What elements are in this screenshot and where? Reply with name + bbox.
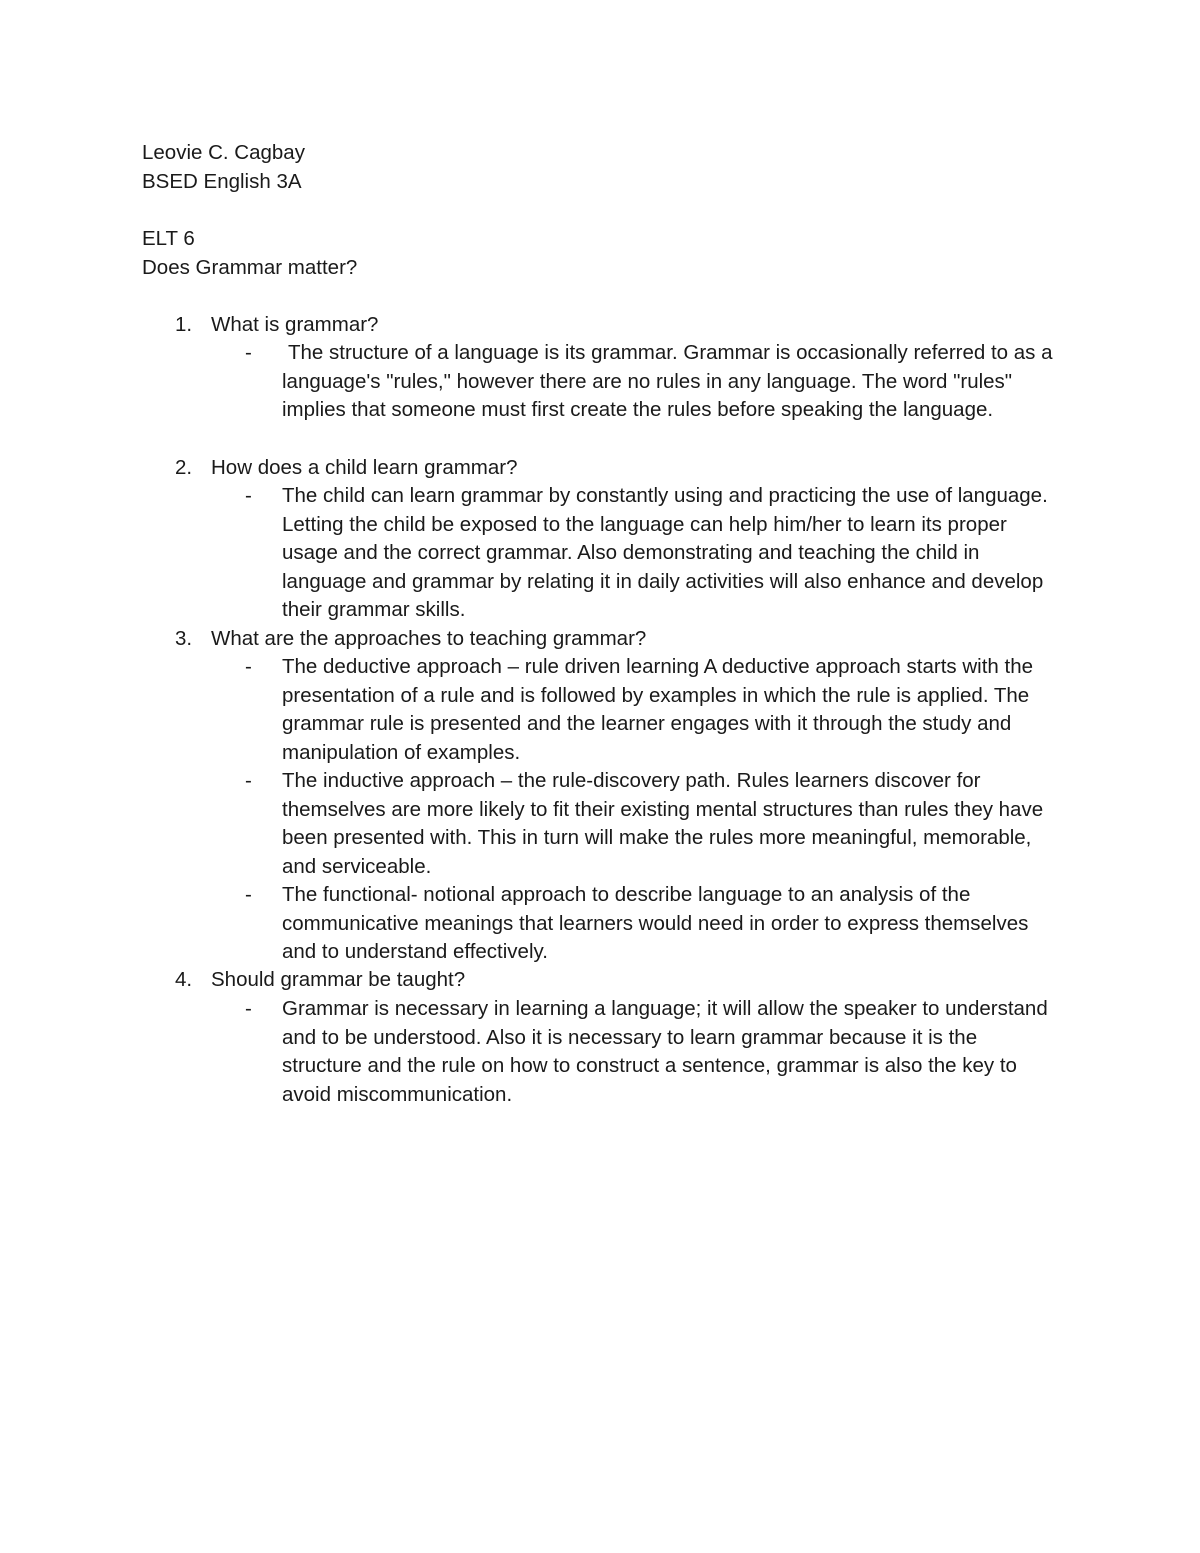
answer-text: Grammar is necessary in learning a language; it will allow the speaker to understand and to be understood. Also it is necessary to learn grammar because it is the structure and the rule on how to construct a sentence, grammar is also the key to avoid miscommunication. xyxy=(282,997,1048,1106)
bullet-dash: - xyxy=(245,655,252,678)
bullet-dash: - xyxy=(245,997,252,1020)
question-text: What are the approaches to teaching grammar? xyxy=(211,627,647,650)
document-title: Does Grammar matter? xyxy=(142,256,358,279)
bullet-dash: - xyxy=(245,341,252,364)
bullet-dash: - xyxy=(245,484,252,507)
question-text: Should grammar be taught? xyxy=(211,968,466,991)
author-name: Leovie C. Cagbay xyxy=(142,141,305,164)
answer-text: The inductive approach – the rule-discovery path. Rules learners discover for themselves are more likely to fit their existing mental structures than rules they have been presented with. This in turn will make the rules more meaningful, memorable, and serviceable. xyxy=(282,769,1044,878)
answer-text: The child can learn grammar by constantly using and practicing the use of language. Letting the child be exposed to the language can help him/her to learn its proper usage and the correct grammar. Also demonstrating and teaching the child in language and grammar by relating it in daily activities will also enhance and develop their grammar skills. xyxy=(282,484,1048,622)
question-text: How does a child learn grammar? xyxy=(211,456,518,479)
answer-text: The deductive approach – rule driven learning A deductive approach starts with the presentation of a rule and is followed by examples in which the rule is applied. The grammar rule is presented and the learner engages with it through the study and manipulation of examples. xyxy=(282,655,1033,764)
question-number: 3. xyxy=(175,627,193,650)
bullet-dash: - xyxy=(245,769,252,792)
course-section: BSED English 3A xyxy=(142,170,302,193)
question-number: 2. xyxy=(175,456,193,479)
question-text: What is grammar? xyxy=(211,313,379,336)
question-number: 4. xyxy=(175,968,193,991)
bullet-dash: - xyxy=(245,883,252,906)
subject-code: ELT 6 xyxy=(142,227,195,250)
answer-text: The structure of a language is its grammar. Grammar is occasionally referred to as a language's "rules," however there are no rules in any language. The word "rules" implies that someone must first create the rules before speaking the language. xyxy=(282,341,1053,422)
answer-text: The functional- notional approach to describe language to an analysis of the communicative meanings that learners would need in order to express themselves and to understand effectively. xyxy=(282,883,1029,964)
question-number: 1. xyxy=(175,313,193,336)
